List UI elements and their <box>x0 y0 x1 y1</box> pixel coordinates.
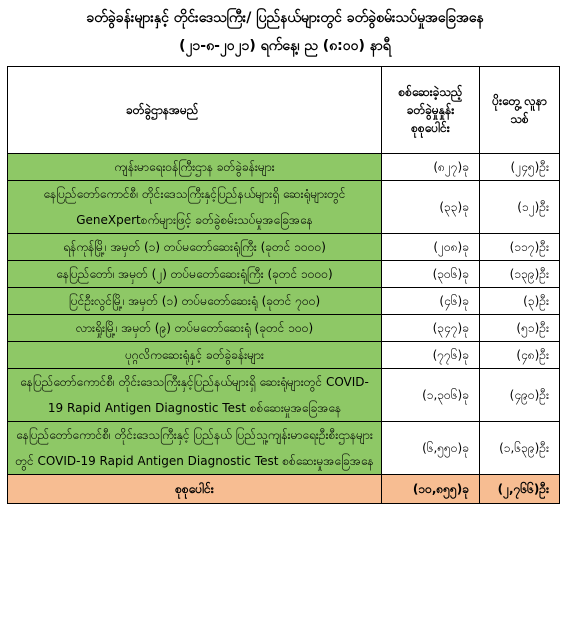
lab-name-cell: နေပြည်တော်ကောင်စီ၊ တိုင်းဒေသကြီးနှင့် ပြည်နယ် ပြည်သူ့ကျန်းမာရေးဦးစီးဌာနများတွင် COVID-19 Rapid Antigen Diagnostic Test စစ်ဆေးမှုအခြေအနေ <box>8 422 382 475</box>
lab-name-cell: လားရှိုးမြို့၊ အမှတ် (၉) တပ်မတော်ဆေးရုံ (ခုတင် ၁၀၀) <box>8 315 382 342</box>
tests-cell: (၄၆)ခု <box>382 288 480 315</box>
report-title-line1: ခတ်ခွဲခန်းများနှင့် တိုင်းဒေသကြီး/ ပြည်နယ်များတွင် ခတ်ခွဲစမ်းသပ်မှုအခြေအနေ <box>86 10 484 26</box>
table-total-row <box>8 475 560 504</box>
header-total-tests: စစ်ဆေးခဲ့သည့် ခတ်ခွဲမှုနှုန်း စုစုပေါင်း <box>382 67 480 154</box>
table-row <box>8 181 560 234</box>
lab-name-cell: နေပြည်တော်ကောင်စီ၊ တိုင်းဒေသကြီးနှင့်ပြည်နယ်များရှိ ဆေးရုံများတွင် COVID-19 Rapid Antigen Diagnostic Test စစ်ဆေးမှုအခြေအနေ <box>8 369 382 422</box>
positive-cell: (၁၃၉)ဦး <box>480 261 560 288</box>
total-tests: (၁၀,၈၅၅)ခု <box>382 475 480 504</box>
positive-cell: (၁၁၇)ဦး <box>480 234 560 261</box>
table-row <box>8 422 560 475</box>
positive-cell: (၁,၆၃၉)ဦး <box>480 422 560 475</box>
tests-cell: (၃၄၇)ခု <box>382 315 480 342</box>
table-row <box>8 234 560 261</box>
positive-cell: (၁၂)ဦး <box>480 181 560 234</box>
tests-cell: (၃၀၆)ခု <box>382 261 480 288</box>
lab-name-cell: ပုဂ္ဂလိကဆေးရုံနှင့် ခတ်ခွဲခန်းများ <box>8 342 382 369</box>
tests-cell: (၂၀၈)ခု <box>382 234 480 261</box>
lab-name-cell: နေပြည်တော်၊ အမှတ် (၂) တပ်မတော်ဆေးရုံကြီး (ခုတင် ၁၀၀၀) <box>8 261 382 288</box>
positive-cell: (၄၉၀)ဦး <box>480 369 560 422</box>
total-label: စုစုပေါင်း <box>8 475 382 504</box>
positive-cell: (၃)ဦး <box>480 288 560 315</box>
lab-name-cell: နေပြည်တော်ကောင်စီ၊ တိုင်းဒေသကြီးနှင့်ပြည်နယ်များရှိ ဆေးရုံများတွင် GeneXpertစက်များဖြင့် ခတ်ခွဲစမ်းသပ်မှုအခြေအနေ <box>8 181 382 234</box>
header-lab-name: ခတ်ခွဲဌာနအမည် <box>8 67 382 154</box>
total-positive: (၂,၇၆၆)ဦး <box>480 475 560 504</box>
tests-cell: (၈၂၇)ခု <box>382 154 480 181</box>
table-row <box>8 154 560 181</box>
lab-name-cell: ရန်ကုန်မြို့၊ အမှတ် (၁) တပ်မတော်ဆေးရုံကြီး (ခုတင် ၁၀၀၀) <box>8 234 382 261</box>
table-row <box>8 342 560 369</box>
table-row <box>8 261 560 288</box>
table-row <box>8 288 560 315</box>
report-title-line2: (၂၁-၈-၂၀၂၁) ရက်နေ့၊ ည (၈:၀၀) နာရီ <box>179 38 391 54</box>
table-row <box>8 369 560 422</box>
tests-cell: (၆,၅၅၀)ခု <box>382 422 480 475</box>
positive-cell: (၄၈)ဦး <box>480 342 560 369</box>
lab-name-cell: ကျန်းမာရေးဝန်ကြီးဌာန ခတ်ခွဲခန်းများ <box>8 154 382 181</box>
tests-cell: (၃၃)ခု <box>382 181 480 234</box>
header-new-cases: ပိုးတွေ့ လူနာသစ် <box>480 67 560 154</box>
lab-results-table <box>7 66 560 504</box>
positive-cell: (၂၄၅)ဦး <box>480 154 560 181</box>
positive-cell: (၅၁)ဦး <box>480 315 560 342</box>
lab-name-cell: ပြင်ဦးလွင်မြို့၊ အမှတ် (၁) တပ်မတော်ဆေးရုံ (ခုတင် ၇၀၀) <box>8 288 382 315</box>
tests-cell: (၇၇၆)ခု <box>382 342 480 369</box>
table-header-row <box>8 67 560 154</box>
tests-cell: (၁,၃၀၆)ခု <box>382 369 480 422</box>
table-row <box>8 315 560 342</box>
